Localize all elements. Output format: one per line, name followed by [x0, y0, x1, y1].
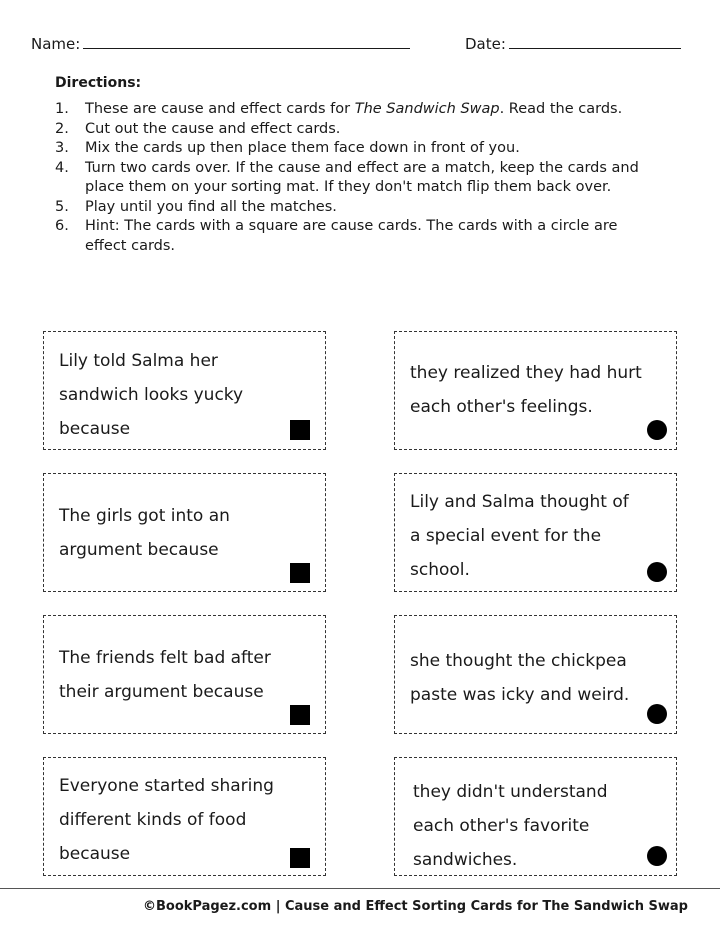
direction-text: Play until you find all the matches. — [85, 198, 337, 215]
card-line: argument because — [59, 540, 219, 560]
effect-card-hurt-feelings[interactable] — [394, 331, 677, 450]
name-field[interactable] — [31, 33, 410, 54]
card-line: because — [59, 844, 131, 864]
card-line: Lily and Salma thought of — [410, 492, 629, 512]
card-text — [59, 344, 243, 446]
cause-square-icon — [290, 420, 310, 440]
direction-item — [55, 100, 655, 120]
cause-card-lily-told-salma[interactable] — [43, 331, 326, 450]
card-line: sandwich looks yucky — [59, 385, 244, 405]
card-line: each other's feelings. — [410, 397, 593, 417]
direction-text: Mix the cards up then place them face down in front of you. — [85, 140, 520, 156]
card-text — [59, 641, 271, 709]
card-line: Lily told Salma her — [59, 351, 218, 371]
direction-number: 1. — [55, 101, 69, 117]
effect-card-chickpea-paste[interactable] — [394, 615, 677, 734]
card-line: they realized they had hurt — [410, 363, 642, 383]
effect-circle-icon — [647, 846, 667, 866]
card-text — [413, 775, 607, 877]
direction-item — [55, 159, 655, 198]
direction-text: These are cause and effect cards for — [85, 101, 355, 117]
effect-card-special-event[interactable] — [394, 473, 677, 592]
cause-square-icon — [290, 563, 310, 583]
direction-text: Cut out the cause and effect cards. — [85, 120, 341, 137]
direction-number: 4. — [55, 159, 69, 176]
card-text — [59, 499, 230, 567]
book-title: The Sandwich Swap — [354, 101, 500, 117]
card-line: each other's favorite — [413, 816, 590, 836]
card-line: she thought the chickpea — [410, 651, 627, 671]
effect-circle-icon — [647, 420, 667, 440]
card-line: paste was icky and weird. — [410, 685, 630, 705]
name-label: Name: — [31, 35, 81, 53]
directions-list — [55, 100, 655, 256]
card-line: The girls got into an — [59, 506, 230, 526]
cause-card-friends-felt-bad[interactable] — [43, 615, 326, 734]
date-label: Date: — [465, 35, 506, 53]
card-text — [410, 356, 642, 424]
footer-divider — [0, 888, 720, 889]
card-line: they didn't understand — [413, 782, 608, 802]
cause-square-icon — [290, 848, 310, 868]
effect-circle-icon — [647, 704, 667, 724]
direction-number: 6. — [55, 218, 69, 234]
direction-number: 5. — [55, 198, 69, 215]
direction-item — [55, 217, 655, 256]
directions-title: Directions: — [55, 75, 142, 91]
cause-card-everyone-sharing[interactable] — [43, 757, 326, 876]
cause-card-girls-argument[interactable] — [43, 473, 326, 592]
card-line: a special event for the — [410, 526, 602, 546]
direction-item — [55, 120, 655, 140]
date-field[interactable] — [465, 33, 681, 54]
direction-text-end: . Read the cards. — [499, 101, 623, 117]
card-line: school. — [410, 560, 470, 580]
card-line: sandwiches. — [413, 850, 518, 870]
direction-item — [55, 198, 655, 218]
card-text — [410, 644, 629, 712]
card-text — [410, 485, 629, 587]
effect-circle-icon — [647, 562, 667, 582]
card-line: Everyone started sharing — [59, 776, 274, 796]
card-line: The friends felt bad after — [59, 648, 271, 668]
direction-text: Hint: The cards with a square are cause cards. The cards with a circle are effect cards. — [85, 218, 618, 254]
direction-item — [55, 139, 655, 159]
cause-square-icon — [290, 705, 310, 725]
name-line[interactable] — [83, 33, 410, 49]
card-text — [59, 769, 274, 871]
direction-number: 2. — [55, 120, 69, 137]
card-line: different kinds of food — [59, 810, 247, 830]
direction-number: 3. — [55, 140, 69, 156]
card-line: their argument because — [59, 682, 264, 702]
effect-card-didnt-understand[interactable] — [394, 757, 677, 876]
card-line: because — [59, 419, 131, 439]
footer-credit: ©BookPagez.com | Cause and Effect Sorting Cards for The Sandwich Swap — [142, 899, 688, 914]
direction-text: Turn two cards over. If the cause and effect are a match, keep the cards and place them on your sorting mat. If they don't match flip them back over. — [85, 159, 639, 195]
date-line[interactable] — [509, 33, 681, 49]
